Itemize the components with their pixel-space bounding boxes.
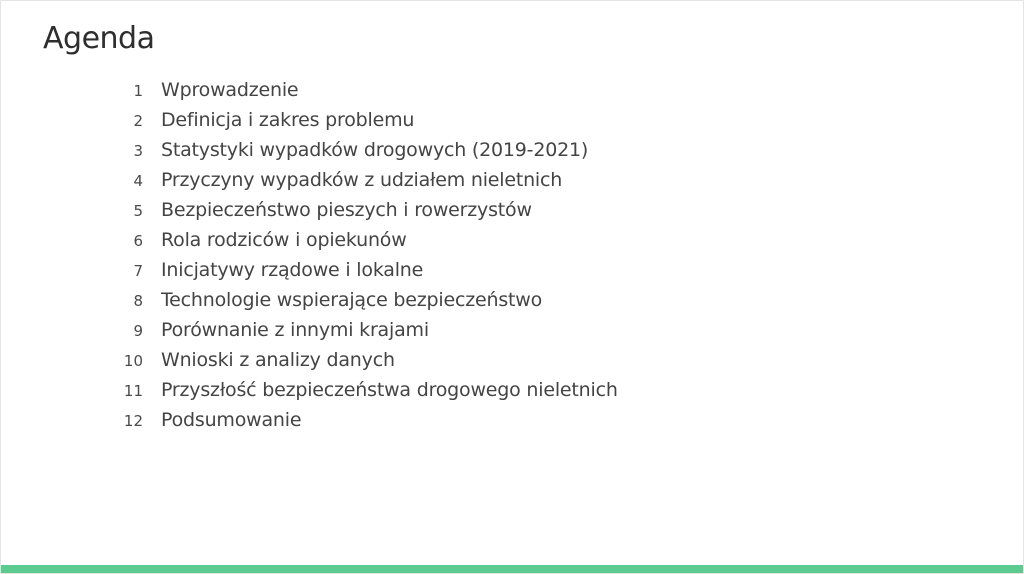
agenda-item (113, 165, 618, 195)
agenda-item (113, 375, 618, 405)
agenda-item-text: Przyszłość bezpieczeństwa drogowego nieletnich (161, 379, 618, 401)
agenda-item-number: 9 (133, 322, 143, 340)
agenda-item (113, 75, 618, 105)
agenda-item-text: Wnioski z analizy danych (161, 349, 395, 371)
agenda-item-text: Rola rodziców i opiekunów (161, 229, 407, 251)
agenda-item (113, 195, 618, 225)
agenda-item-number: 3 (133, 142, 143, 160)
agenda-item-number: 7 (133, 262, 143, 280)
slide-title: Agenda (43, 21, 155, 56)
agenda-item-number: 1 (133, 82, 143, 100)
agenda-item-number: 10 (123, 352, 143, 370)
agenda-item-number: 12 (123, 412, 143, 430)
agenda-item-text: Technologie wspierające bezpieczeństwo (161, 289, 543, 311)
agenda-item-text: Bezpieczeństwo pieszych i rowerzystów (161, 199, 532, 221)
agenda-item (113, 255, 618, 285)
agenda-item-number: 11 (123, 382, 143, 400)
agenda-item-text: Definicja i zakres problemu (161, 109, 415, 131)
agenda-item-number: 8 (133, 292, 143, 310)
agenda-item-text: Wprowadzenie (161, 79, 299, 101)
agenda-item-number: 6 (133, 232, 143, 250)
agenda-item-text: Podsumowanie (161, 409, 302, 431)
agenda-item (113, 105, 618, 135)
agenda-item (113, 285, 618, 315)
agenda-item-text: Inicjatywy rządowe i lokalne (161, 259, 424, 281)
agenda-item (113, 405, 618, 435)
agenda-item-number: 4 (133, 172, 143, 190)
agenda-item-number: 5 (133, 202, 143, 220)
agenda-item (113, 315, 618, 345)
agenda-item (113, 225, 618, 255)
agenda-item (113, 345, 618, 375)
agenda-item (113, 135, 618, 165)
accent-bar (1, 565, 1023, 573)
agenda-list (113, 75, 618, 435)
agenda-item-text: Statystyki wypadków drogowych (2019-2021) (161, 139, 589, 161)
agenda-item-text: Porównanie z innymi krajami (161, 319, 429, 341)
agenda-item-text: Przyczyny wypadków z udziałem nieletnich (161, 169, 563, 191)
agenda-item-number: 2 (133, 112, 143, 130)
